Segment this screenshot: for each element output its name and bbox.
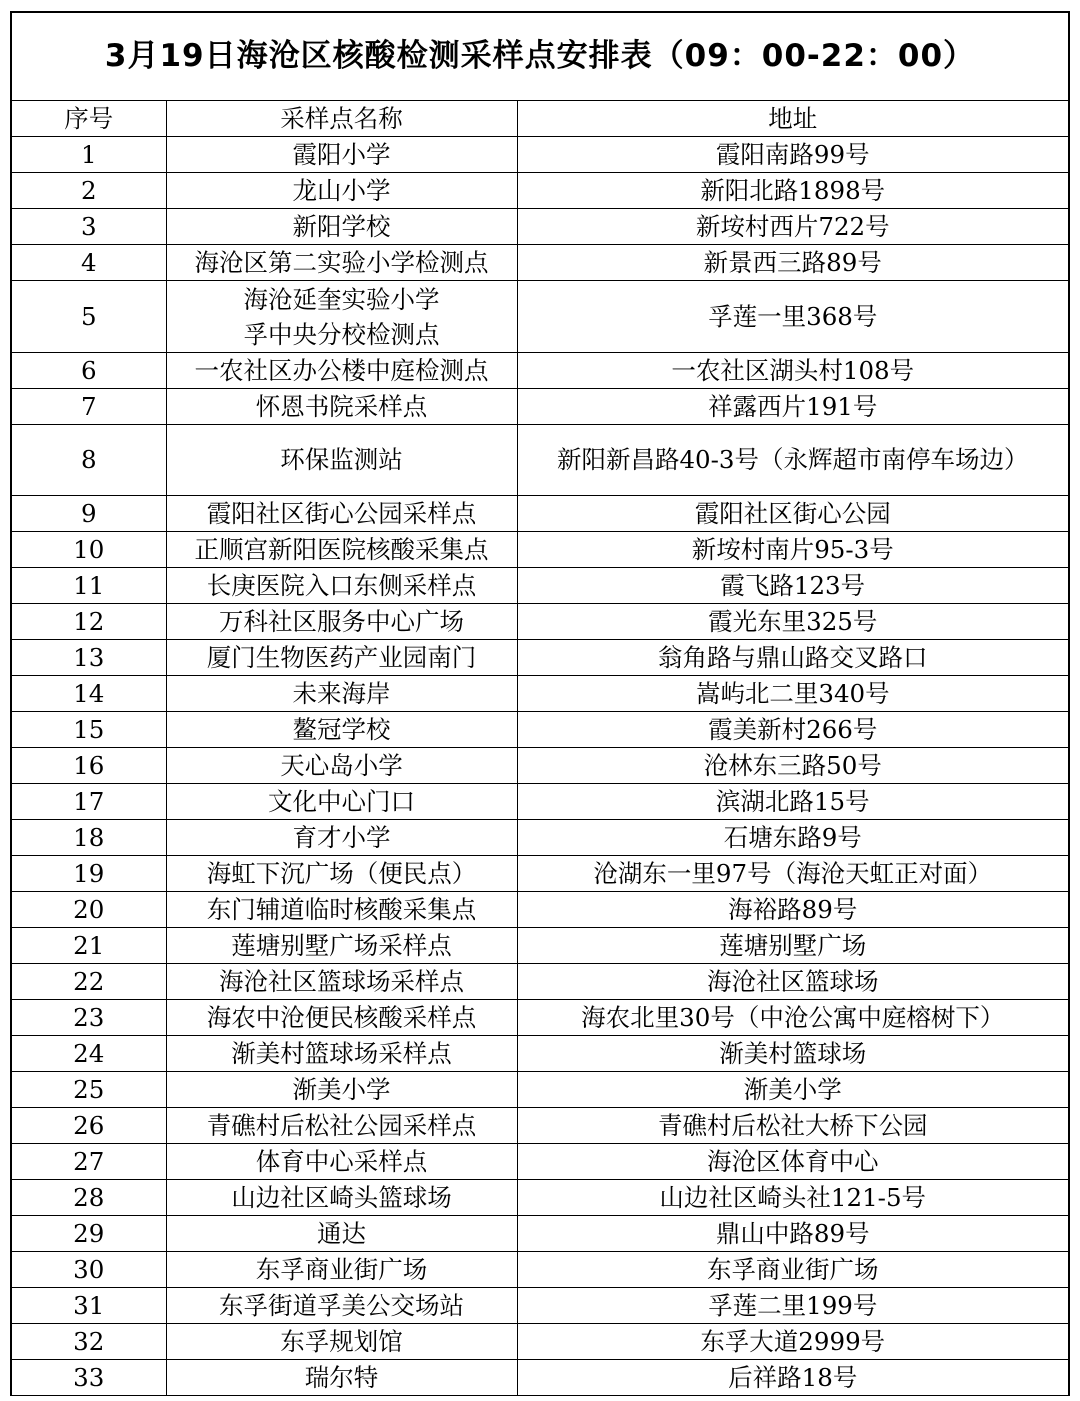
site-name: 龙山小学 bbox=[166, 173, 517, 209]
row-index: 3 bbox=[12, 209, 166, 245]
row-index: 26 bbox=[12, 1108, 166, 1144]
site-address: 翁角路与鼎山路交叉路口 bbox=[517, 640, 1068, 676]
row-index: 4 bbox=[12, 245, 166, 281]
site-name: 渐美小学 bbox=[166, 1072, 517, 1108]
site-name: 山边社区崎头篮球场 bbox=[166, 1180, 517, 1216]
table-row bbox=[12, 425, 1068, 496]
site-name: 瑞尔特 bbox=[166, 1360, 517, 1396]
site-name: 怀恩书院采样点 bbox=[166, 389, 517, 425]
site-address: 青礁村后松社大桥下公园 bbox=[517, 1108, 1068, 1144]
row-index: 7 bbox=[12, 389, 166, 425]
site-address: 霞阳南路99号 bbox=[517, 137, 1068, 173]
table-row bbox=[12, 281, 1068, 353]
row-index: 2 bbox=[12, 173, 166, 209]
row-index: 22 bbox=[12, 964, 166, 1000]
row-index: 8 bbox=[12, 425, 166, 496]
table-row bbox=[12, 1324, 1068, 1360]
table-row bbox=[12, 856, 1068, 892]
schedule-sheet bbox=[10, 11, 1070, 1396]
column-header-index: 序号 bbox=[12, 101, 166, 137]
table-row bbox=[12, 1072, 1068, 1108]
table-row bbox=[12, 568, 1068, 604]
site-name: 渐美村篮球场采样点 bbox=[166, 1036, 517, 1072]
row-index: 12 bbox=[12, 604, 166, 640]
row-index: 9 bbox=[12, 496, 166, 532]
table-row bbox=[12, 1288, 1068, 1324]
site-name: 霞阳小学 bbox=[166, 137, 517, 173]
site-name: 海虹下沉广场（便民点） bbox=[166, 856, 517, 892]
site-name: 青礁村后松社公园采样点 bbox=[166, 1108, 517, 1144]
site-name: 东孚规划馆 bbox=[166, 1324, 517, 1360]
site-name: 东孚商业街广场 bbox=[166, 1252, 517, 1288]
site-name: 天心岛小学 bbox=[166, 748, 517, 784]
table-row bbox=[12, 1144, 1068, 1180]
site-name: 新阳学校 bbox=[166, 209, 517, 245]
row-index: 5 bbox=[12, 281, 166, 353]
site-name: 东孚街道孚美公交场站 bbox=[166, 1288, 517, 1324]
table-row bbox=[12, 676, 1068, 712]
table-row bbox=[12, 640, 1068, 676]
table-row bbox=[12, 748, 1068, 784]
table-row bbox=[12, 820, 1068, 856]
row-index: 23 bbox=[12, 1000, 166, 1036]
table-row bbox=[12, 1036, 1068, 1072]
site-address: 新阳北路1898号 bbox=[517, 173, 1068, 209]
site-name: 莲塘别墅广场采样点 bbox=[166, 928, 517, 964]
site-name: 体育中心采样点 bbox=[166, 1144, 517, 1180]
table-body bbox=[12, 137, 1068, 1396]
row-index: 10 bbox=[12, 532, 166, 568]
site-name: 东门辅道临时核酸采集点 bbox=[166, 892, 517, 928]
row-index: 11 bbox=[12, 568, 166, 604]
site-address: 海裕路89号 bbox=[517, 892, 1068, 928]
table-row bbox=[12, 892, 1068, 928]
row-index: 6 bbox=[12, 353, 166, 389]
site-address: 石塘东路9号 bbox=[517, 820, 1068, 856]
row-index: 14 bbox=[12, 676, 166, 712]
site-name bbox=[166, 281, 517, 353]
site-name: 厦门生物医药产业园南门 bbox=[166, 640, 517, 676]
site-name: 长庚医院入口东侧采样点 bbox=[166, 568, 517, 604]
site-address: 滨湖北路15号 bbox=[517, 784, 1068, 820]
site-address: 霞阳社区街心公园 bbox=[517, 496, 1068, 532]
row-index: 17 bbox=[12, 784, 166, 820]
table-row bbox=[12, 245, 1068, 281]
site-name-line: 海沧延奎实验小学 bbox=[243, 284, 440, 314]
site-name: 文化中心门口 bbox=[166, 784, 517, 820]
row-index: 24 bbox=[12, 1036, 166, 1072]
table-row bbox=[12, 496, 1068, 532]
row-index: 33 bbox=[12, 1360, 166, 1396]
site-address: 霞飞路123号 bbox=[517, 568, 1068, 604]
site-address: 孚莲一里368号 bbox=[517, 281, 1068, 353]
site-name: 一农社区办公楼中庭检测点 bbox=[166, 353, 517, 389]
table-row bbox=[12, 604, 1068, 640]
site-address: 新垵村西片722号 bbox=[517, 209, 1068, 245]
table-row bbox=[12, 1108, 1068, 1144]
row-index: 21 bbox=[12, 928, 166, 964]
site-name: 海农中沧便民核酸采样点 bbox=[166, 1000, 517, 1036]
row-index: 13 bbox=[12, 640, 166, 676]
site-address: 新阳新昌路40-3号（永辉超市南停车场边） bbox=[517, 425, 1068, 496]
site-name: 海沧社区篮球场采样点 bbox=[166, 964, 517, 1000]
site-address: 孚莲二里199号 bbox=[517, 1288, 1068, 1324]
site-name: 正顺宫新阳医院核酸采集点 bbox=[166, 532, 517, 568]
row-index: 15 bbox=[12, 712, 166, 748]
site-address: 新景西三路89号 bbox=[517, 245, 1068, 281]
site-name: 万科社区服务中心广场 bbox=[166, 604, 517, 640]
site-address: 新垵村南片95-3号 bbox=[517, 532, 1068, 568]
sampling-sites-table bbox=[12, 101, 1068, 1396]
table-row bbox=[12, 1360, 1068, 1396]
site-address: 嵩屿北二里340号 bbox=[517, 676, 1068, 712]
table-row bbox=[12, 1000, 1068, 1036]
column-header-site-name: 采样点名称 bbox=[166, 101, 517, 137]
site-address: 一农社区湖头村108号 bbox=[517, 353, 1068, 389]
site-address: 后祥路18号 bbox=[517, 1360, 1068, 1396]
site-address: 东孚商业街广场 bbox=[517, 1252, 1068, 1288]
row-index: 19 bbox=[12, 856, 166, 892]
column-header-address: 地址 bbox=[517, 101, 1068, 137]
table-row bbox=[12, 784, 1068, 820]
table-header-row bbox=[12, 101, 1068, 137]
site-name: 通达 bbox=[166, 1216, 517, 1252]
row-index: 18 bbox=[12, 820, 166, 856]
site-address: 沧林东三路50号 bbox=[517, 748, 1068, 784]
table-row bbox=[12, 173, 1068, 209]
site-address: 祥露西片191号 bbox=[517, 389, 1068, 425]
row-index: 28 bbox=[12, 1180, 166, 1216]
row-index: 31 bbox=[12, 1288, 166, 1324]
site-name: 霞阳社区街心公园采样点 bbox=[166, 496, 517, 532]
site-address: 沧湖东一里97号（海沧天虹正对面） bbox=[517, 856, 1068, 892]
site-name-line: 孚中央分校检测点 bbox=[243, 319, 440, 349]
table-row bbox=[12, 209, 1068, 245]
table-row bbox=[12, 712, 1068, 748]
table-row bbox=[12, 928, 1068, 964]
table-row bbox=[12, 137, 1068, 173]
table-row bbox=[12, 964, 1068, 1000]
table-row bbox=[12, 1216, 1068, 1252]
row-index: 32 bbox=[12, 1324, 166, 1360]
site-name: 环保监测站 bbox=[166, 425, 517, 496]
table-row bbox=[12, 353, 1068, 389]
site-name: 未来海岸 bbox=[166, 676, 517, 712]
page-title: 3月19日海沧区核酸检测采样点安排表（09：00-22：00） bbox=[12, 13, 1068, 101]
row-index: 20 bbox=[12, 892, 166, 928]
table-row bbox=[12, 1180, 1068, 1216]
site-address: 鼎山中路89号 bbox=[517, 1216, 1068, 1252]
site-name: 鳌冠学校 bbox=[166, 712, 517, 748]
table-row bbox=[12, 532, 1068, 568]
row-index: 30 bbox=[12, 1252, 166, 1288]
row-index: 29 bbox=[12, 1216, 166, 1252]
site-address: 海沧区体育中心 bbox=[517, 1144, 1068, 1180]
site-address: 莲塘别墅广场 bbox=[517, 928, 1068, 964]
row-index: 27 bbox=[12, 1144, 166, 1180]
site-address: 海农北里30号（中沧公寓中庭榕树下） bbox=[517, 1000, 1068, 1036]
site-address: 霞光东里325号 bbox=[517, 604, 1068, 640]
table-row bbox=[12, 1252, 1068, 1288]
site-address: 山边社区崎头社121-5号 bbox=[517, 1180, 1068, 1216]
row-index: 1 bbox=[12, 137, 166, 173]
site-address: 霞美新村266号 bbox=[517, 712, 1068, 748]
site-address: 渐美小学 bbox=[517, 1072, 1068, 1108]
table-row bbox=[12, 389, 1068, 425]
site-name: 育才小学 bbox=[166, 820, 517, 856]
site-address: 海沧社区篮球场 bbox=[517, 964, 1068, 1000]
row-index: 16 bbox=[12, 748, 166, 784]
site-name: 海沧区第二实验小学检测点 bbox=[166, 245, 517, 281]
row-index: 25 bbox=[12, 1072, 166, 1108]
site-address: 东孚大道2999号 bbox=[517, 1324, 1068, 1360]
site-address: 渐美村篮球场 bbox=[517, 1036, 1068, 1072]
